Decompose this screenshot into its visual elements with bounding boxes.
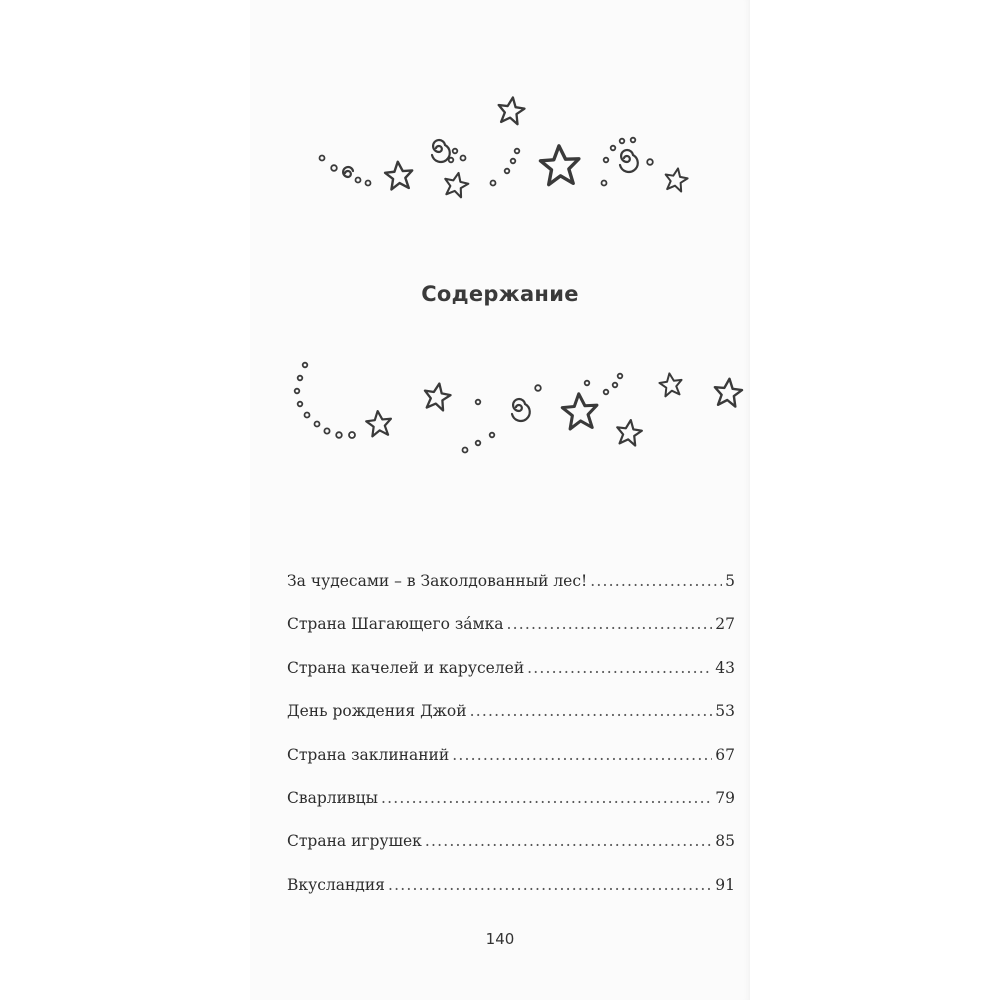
dot-leader (452, 740, 712, 770)
table-of-contents (287, 566, 735, 913)
star-icon (561, 393, 598, 430)
page-number: 140 (485, 930, 515, 948)
toc-entry-title: День рождения Джой (287, 702, 467, 721)
toc-entry[interactable] (287, 740, 735, 783)
dot-leader (527, 653, 712, 683)
toc-entry[interactable] (287, 609, 735, 652)
star-icon (663, 167, 689, 193)
toc-entry-title: Страна качелей и каруселей (287, 658, 525, 677)
page-title: Содержание (421, 282, 579, 306)
toc-entry-page: 27 (715, 615, 735, 634)
toc-entry-page: 91 (715, 875, 735, 894)
toc-entry-page: 5 (725, 572, 735, 590)
dot-leader (590, 566, 722, 596)
toc-entry-title: Страна Шагающего за́мка (287, 615, 504, 634)
star-icon (540, 145, 580, 185)
star-icon (422, 381, 452, 411)
star-icon (365, 410, 392, 437)
dots-icon (320, 138, 653, 186)
toc-entry[interactable] (287, 566, 735, 609)
toc-entry-title: Страна игрушек (287, 832, 422, 851)
star-icon (384, 161, 414, 190)
toc-entry-page: 43 (715, 658, 735, 677)
toc-entry[interactable] (287, 826, 735, 869)
toc-entry-title: За чудесами – в Заколдованный лес! (287, 572, 588, 590)
star-icon (442, 170, 470, 198)
dot-leader (381, 783, 712, 813)
toc-entry-page: 67 (715, 745, 735, 764)
swirl-icon (512, 399, 530, 421)
dot-leader (470, 696, 713, 726)
swirl-icon (343, 167, 353, 177)
dot-leader (425, 826, 712, 856)
star-icon (713, 377, 743, 407)
bottom-ornament (295, 363, 743, 453)
swirl-icon (432, 140, 450, 162)
top-ornament (320, 96, 690, 199)
toc-entry-title: Вкусландия (287, 875, 385, 894)
toc-entry-page: 53 (715, 702, 735, 721)
toc-entry-title: Страна заклинаний (287, 745, 450, 764)
toc-entry[interactable] (287, 783, 735, 826)
star-icon (658, 372, 683, 397)
swirl-icon (620, 150, 638, 172)
toc-entry-page: 85 (715, 832, 735, 851)
toc-entry[interactable] (287, 696, 735, 739)
star-icon (615, 418, 643, 446)
dot-leader (388, 870, 712, 900)
toc-entry[interactable] (287, 870, 735, 913)
star-icon (496, 96, 525, 125)
toc-entry[interactable] (287, 653, 735, 696)
toc-entry-page: 79 (715, 788, 735, 807)
dot-leader (507, 609, 713, 639)
toc-entry-title: Сварливцы (287, 788, 378, 807)
